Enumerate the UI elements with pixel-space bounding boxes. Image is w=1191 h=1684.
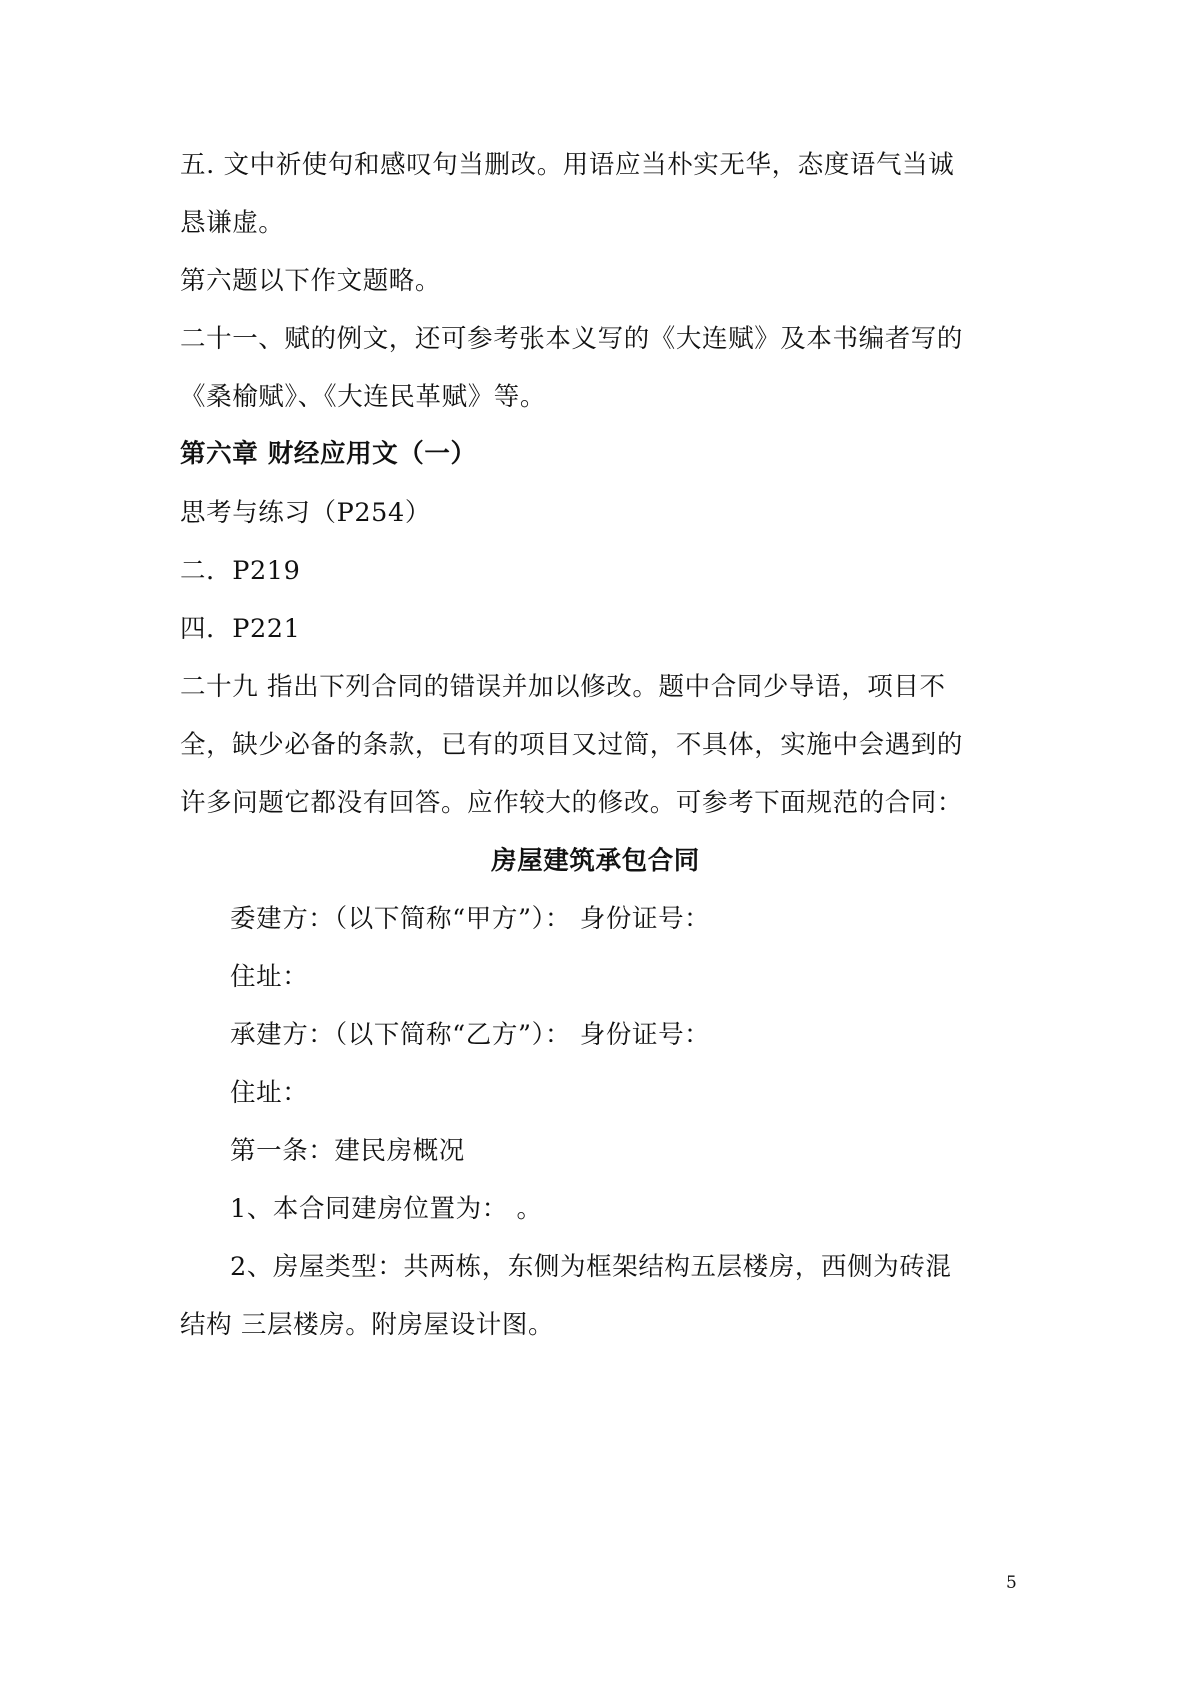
contract-line: 承建方：（以下简称“乙方”）： 身份证号： (230, 1020, 711, 1050)
contract-line: 住址： (230, 962, 309, 992)
paragraph-line: 思考与练习（P254） (180, 498, 431, 528)
contract-line: 1、本合同建房位置为： 。 (230, 1194, 543, 1224)
page-number: 5 (1006, 1573, 1017, 1593)
chapter-heading: 第六章 财经应用文（一） (180, 439, 477, 469)
paragraph-line: 四．P221 (180, 614, 301, 644)
paragraph-line: 二十九 指出下列合同的错误并加以修改。题中合同少导语，项目不 (180, 672, 946, 702)
contract-line: 结构 三层楼房。附房屋设计图。 (180, 1310, 555, 1340)
paragraph-line: 二．P219 (180, 556, 301, 586)
contract-line: 委建方：（以下简称“甲方”）： 身份证号： (230, 904, 711, 934)
paragraph-line: 五. 文中祈使句和感叹句当删改。用语应当朴实无华，态度语气当诚 (180, 150, 955, 180)
paragraph-line: 二十一、赋的例文，还可参考张本义写的《大连赋》及本书编者写的 (180, 324, 964, 354)
paragraph-line: 第六题以下作文题略。 (180, 266, 442, 296)
contract-title: 房屋建筑承包合同 (491, 846, 700, 876)
contract-line: 2、房屋类型：共两栋，东侧为框架结构五层楼房，西侧为砖混 (230, 1252, 952, 1282)
contract-line: 第一条：建民房概况 (230, 1136, 465, 1166)
paragraph-line: 恳谦虚。 (180, 208, 285, 238)
contract-line: 住址： (230, 1078, 309, 1108)
paragraph-line: 《桑榆赋》、《大连民革赋》等。 (180, 382, 547, 412)
paragraph-line: 许多问题它都没有回答。应作较大的修改。可参考下面规范的合同： (180, 788, 964, 818)
paragraph-line: 全，缺少必备的条款，已有的项目又过简，不具体，实施中会遇到的 (180, 730, 964, 760)
